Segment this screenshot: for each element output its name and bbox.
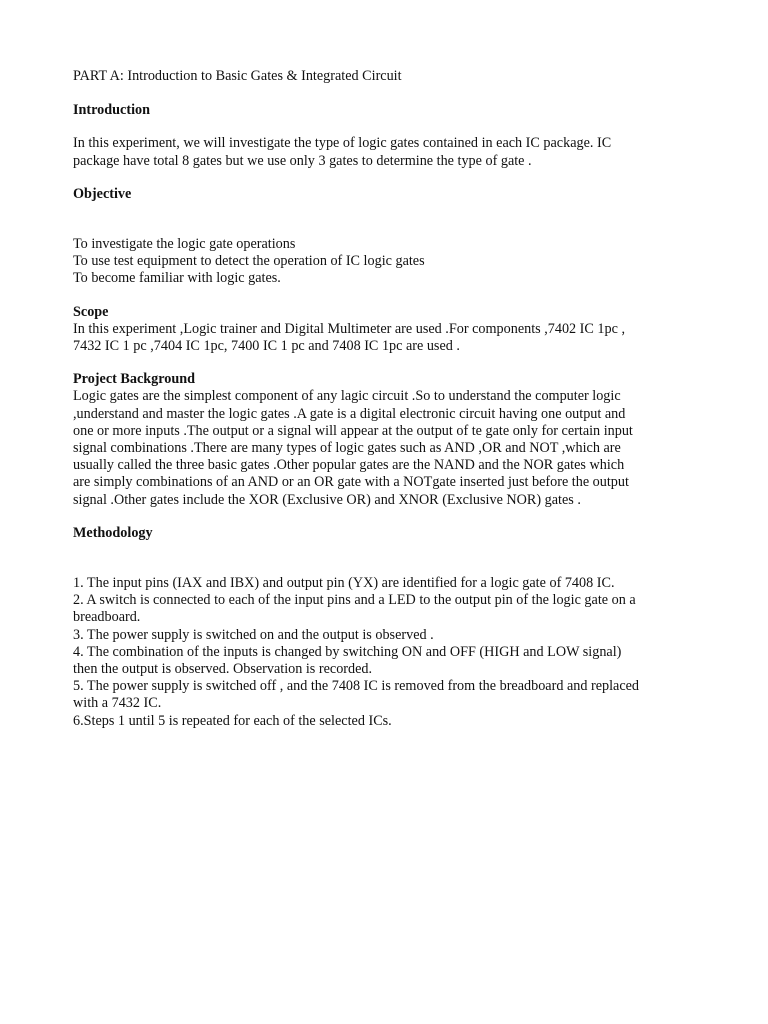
methodology-list — [73, 575, 713, 730]
text-line: 5. The power supply is switched off , and the 7408 IC is removed from the breadboard and replaced — [73, 678, 640, 695]
text-line: To investigate the logic gate operations — [73, 236, 296, 253]
text-line: one or more inputs .The output or a signal will appear at the output of te gate only for certain input — [73, 422, 633, 439]
text-line: 4. The combination of the inputs is changed by switching ON and OFF (HIGH and LOW signal) — [73, 643, 622, 660]
text-line: then the output is observed. Observation is recorded. — [73, 661, 373, 678]
objective-list — [73, 236, 713, 288]
text-line: In this experiment, we will investigate the type of logic gates contained in each IC package. IC — [73, 135, 612, 152]
text-line: are simply combinations of an AND or an OR gate with a NOTgate inserted just before the output — [73, 474, 629, 491]
text-line: To become familiar with logic gates. — [73, 270, 281, 287]
text-line: 1. The input pins (IAX and IBX) and output pin (YX) are identified for a logic gate of 7408 IC. — [73, 575, 615, 592]
text-line: ,understand and master the logic gates .A gate is a digital electronic circuit having one output and — [73, 405, 626, 422]
text-line: 7432 IC 1 pc ,7404 IC 1pc, 7400 IC 1 pc and 7408 IC 1pc are used . — [73, 338, 460, 355]
text-line: 2. A switch is connected to each of the input pins and a LED to the output pin of the logic gate on a — [73, 592, 636, 609]
background-heading: Project Background — [73, 371, 196, 388]
introduction-paragraph — [73, 135, 713, 169]
methodology-heading: Methodology — [73, 524, 153, 541]
background-paragraph — [73, 388, 713, 508]
text-line: 6.Steps 1 until 5 is repeated for each of the selected ICs. — [73, 712, 392, 729]
objective-heading: Objective — [73, 185, 132, 202]
text-line: package have total 8 gates but we use only 3 gates to determine the type of gate . — [73, 152, 532, 169]
text-line: signal .Other gates include the XOR (Exclusive OR) and XNOR (Exclusive NOR) gates . — [73, 491, 581, 508]
text-line: breadboard. — [73, 609, 141, 626]
text-line: Logic gates are the simplest component of any lagic circuit .So to understand the computer logic — [73, 388, 621, 405]
document-page — [73, 68, 713, 730]
scope-paragraph — [73, 321, 713, 355]
text-line: signal combinations .There are many types of logic gates such as AND ,OR and NOT ,which are — [73, 440, 621, 457]
scope-heading: Scope — [73, 303, 109, 320]
text-line: To use test equipment to detect the operation of IC logic gates — [73, 253, 425, 270]
introduction-heading: Introduction — [73, 102, 150, 119]
text-line: 3. The power supply is switched on and the output is observed . — [73, 626, 434, 643]
document-title: PART A: Introduction to Basic Gates & Integrated Circuit — [73, 68, 402, 84]
text-line: In this experiment ,Logic trainer and Digital Multimeter are used .For components ,7402 IC 1pc , — [73, 320, 625, 337]
text-line: usually called the three basic gates .Other popular gates are the NAND and the NOR gates which — [73, 457, 625, 474]
text-line: with a 7432 IC. — [73, 695, 162, 712]
